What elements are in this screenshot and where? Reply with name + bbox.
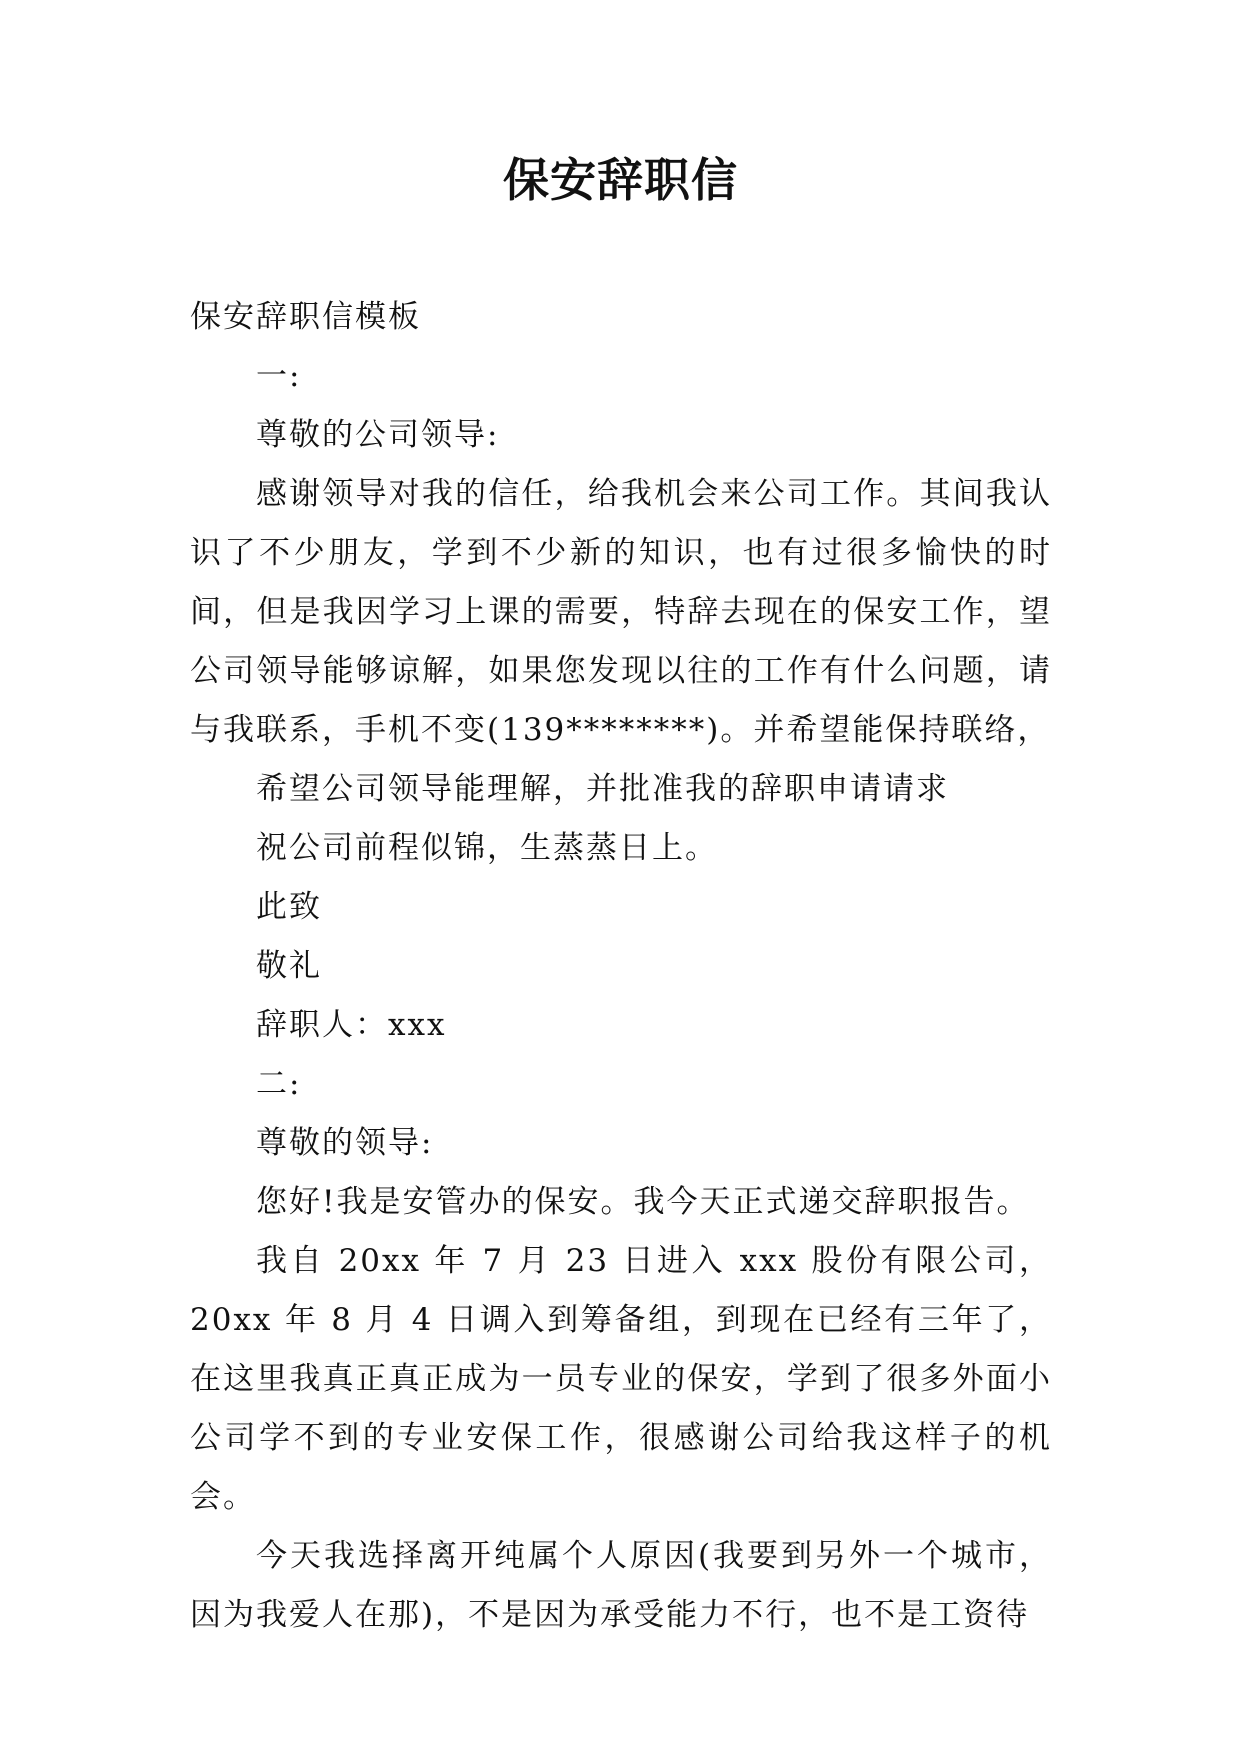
paragraph-request: 希望公司领导能理解，并批准我的辞职申请请求 [256,771,949,807]
document-body [190,288,1052,1645]
document-title: 保安辞职信 [503,153,738,207]
paragraph-closing-two: 敬礼 [256,948,322,984]
paragraph-wishes: 祝公司前程似锦，生蒸蒸日上。 [256,830,718,866]
paragraph-greeting: 您好!我是安管办的保安。我今天正式递交辞职报告。 [256,1184,1030,1220]
paragraph-salutation-two: 尊敬的领导: [256,1125,434,1161]
paragraph-body-three: 今天我选择离开纯属个人原因(我要到另外一个城市，因为我爱人在那)，不是因为承受能力不行，也不是工资待 [190,1538,1052,1633]
paragraph-body-one: 感谢领导对我的信任，给我机会来公司工作。其间我认识了不少朋友，学到不少新的知识，也有过很多愉快的时间，但是我因学习上课的需要，特辞去现在的保安工作，望公司领导能够谅解，如果您发现以往的工作有什么问题，请与我联系，手机不变(139********)。并希望能保持联络， [190,476,1052,748]
paragraph-body-two: 我自 20xx 年 7 月 23 日进入 xxx 股份有限公司，20xx 年 8 月 4 日调入到筹备组，到现在已经有三年了，在这里我真正真正成为一员专业的保安，学到了很多外面小公司学不到的专业安保工作，很感谢公司给我这样子的机会。 [190,1243,1052,1515]
paragraph-subtitle: 保安辞职信模板 [190,299,421,335]
paragraph-closing-one: 此致 [256,889,322,925]
paragraph-signature: 辞职人：xxx [256,1007,447,1043]
paragraph-section-one: 一: [256,358,302,394]
paragraph-section-two: 二: [256,1066,302,1102]
paragraph-salutation-one: 尊敬的公司领导: [256,417,500,453]
